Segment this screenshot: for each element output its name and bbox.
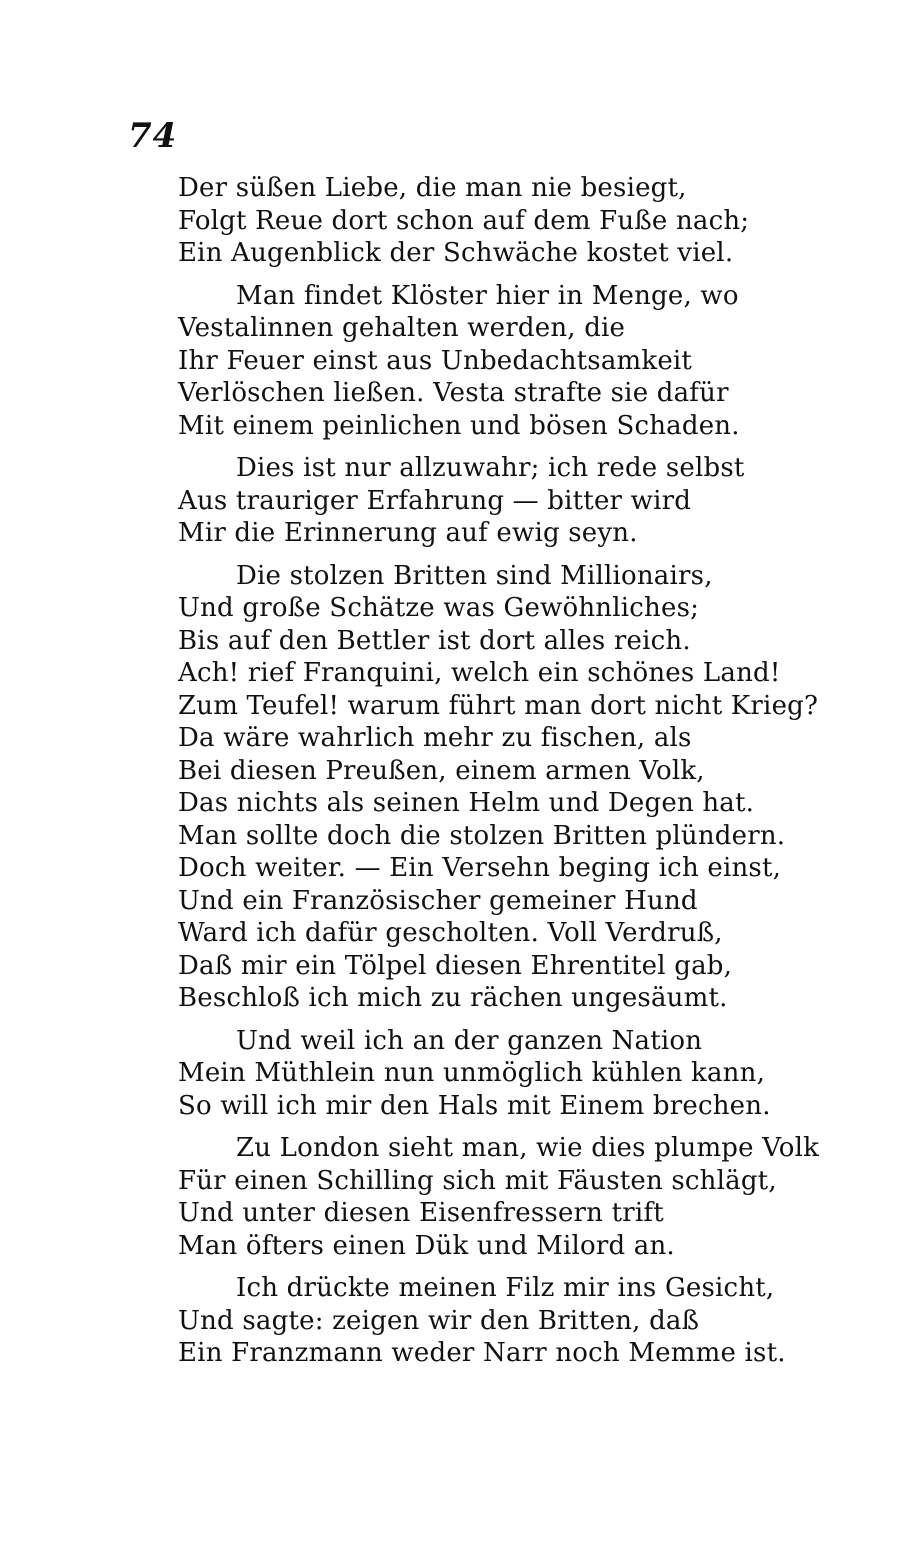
poem-line: Bis auf den Bettler ist dort alles reich.	[178, 625, 691, 656]
poem-line: Zu London sieht man, wie dies plumpe Volk	[236, 1133, 820, 1163]
poem-line: So will ich mir den Hals mit Einem brechen.	[178, 1090, 771, 1121]
poem-line: Aus trauriger Erfahrung — bitter wird	[178, 485, 692, 516]
stanza-3	[178, 452, 828, 550]
poem-line: Mein Müthlein nun unmöglich kühlen kann,	[178, 1058, 766, 1088]
stanza-2	[178, 280, 828, 443]
poem-line: Ein Franzmann weder Narr noch Memme ist.	[178, 1338, 786, 1368]
page-number: 74	[128, 116, 178, 156]
poem-line: Für einen Schilling sich mit Fäusten schlägt,	[178, 1165, 777, 1196]
stanza-6	[178, 1132, 828, 1262]
poem-line: Doch weiter. — Ein Versehn beging ich einst,	[178, 853, 782, 883]
poem-line: Beschloß ich mich zu rächen ungesäumt.	[178, 983, 728, 1013]
poem-line: Bei diesen Preußen, einem armen Volk,	[178, 755, 705, 786]
poem-line: Man öfters einen Dük und Milord an.	[178, 1230, 675, 1261]
poem-line: Ach! rief Franquini, welch ein schönes Land!	[178, 658, 781, 688]
poem-line: Daß mir ein Tölpel diesen Ehrentitel gab,	[178, 950, 733, 981]
poem-line: Und große Schätze was Gewöhnliches;	[178, 593, 700, 623]
poem-text	[178, 172, 828, 1380]
poem-line: Folgt Reue dort schon auf dem Fuße nach;	[178, 205, 750, 236]
poem-line: Zum Teufel! warum führt man dort nicht Krieg?	[178, 690, 819, 721]
poem-line: Und sagte: zeigen wir den Britten, daß	[178, 1305, 700, 1336]
poem-line: Das nichts als seinen Helm und Degen hat.	[178, 788, 755, 818]
stanza-5	[178, 1025, 828, 1123]
poem-line: Verlöschen ließen. Vesta strafte sie dafür	[178, 378, 729, 408]
poem-line: Dies ist nur allzuwahr; ich rede selbst	[236, 453, 745, 483]
poem-line: Mir die Erinnerung auf ewig seyn.	[178, 518, 638, 548]
stanza-4	[178, 560, 828, 1015]
poem-line: Man sollte doch die stolzen Britten plündern.	[178, 820, 786, 851]
poem-line: Der süßen Liebe, die man nie besiegt,	[178, 173, 687, 203]
stanza-1	[178, 172, 828, 270]
poem-line: Und unter diesen Eisenfressern trift	[178, 1198, 664, 1228]
poem-line: Da wäre wahrlich mehr zu fischen, als	[178, 723, 692, 753]
poem-line: Ich drückte meinen Filz mir ins Gesicht,	[236, 1273, 775, 1303]
poem-line: Vestalinnen gehalten werden, die	[178, 313, 626, 343]
poem-line: Ein Augenblick der Schwäche kostet viel.	[178, 238, 734, 268]
poem-line: Die stolzen Britten sind Millionairs,	[236, 560, 713, 591]
poem-line: Ihr Feuer einst aus Unbedachtsamkeit	[178, 345, 693, 376]
poem-line: Ward ich dafür gescholten. Voll Verdruß,	[178, 918, 723, 948]
poem-line: Und weil ich an der ganzen Nation	[236, 1025, 703, 1056]
poem-line: Und ein Französischer gemeiner Hund	[178, 885, 698, 916]
stanza-7	[178, 1272, 828, 1370]
poem-line: Mit einem peinlichen und bösen Schaden.	[178, 410, 740, 441]
poem-line: Man findet Klöster hier in Menge, wo	[236, 280, 739, 311]
